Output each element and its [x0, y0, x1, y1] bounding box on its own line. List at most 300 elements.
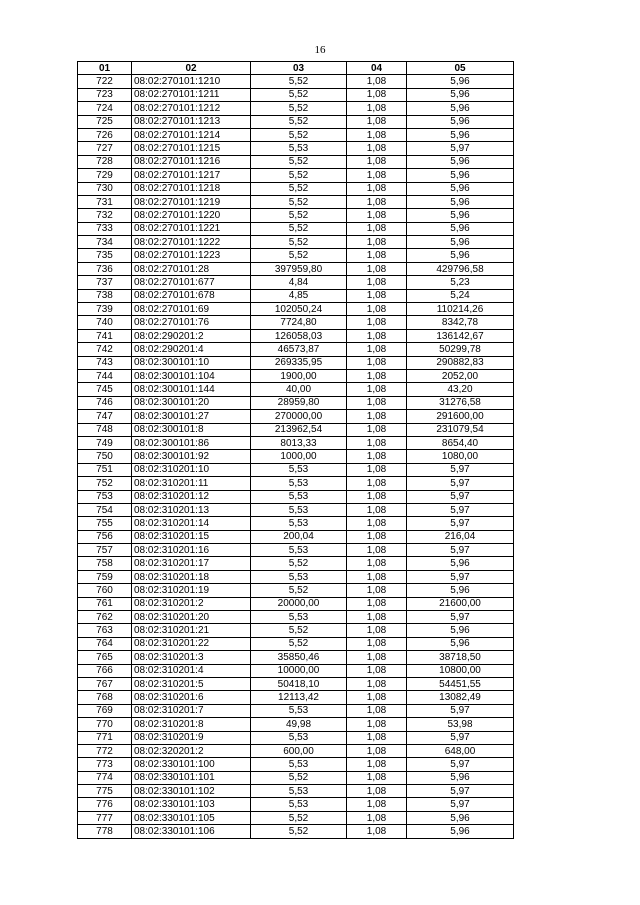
cadastral-number-cell: 08:02:310201:18	[132, 570, 251, 583]
cadastral-number-cell: 08:02:270101:1214	[132, 128, 251, 141]
coefficient-cell: 1,08	[347, 303, 407, 316]
coefficient-cell: 1,08	[347, 490, 407, 503]
result-cell: 21600,00	[407, 597, 514, 610]
cadastral-number-cell: 08:02:300101:27	[132, 410, 251, 423]
table-row	[78, 343, 514, 356]
row-number-cell: 757	[78, 544, 132, 557]
value-cell: 40,00	[251, 383, 347, 396]
cadastral-number-cell: 08:02:330101:105	[132, 811, 251, 824]
result-cell: 5,96	[407, 771, 514, 784]
coefficient-cell: 1,08	[347, 664, 407, 677]
value-cell: 1000,00	[251, 450, 347, 463]
column-header-02: 02	[132, 62, 251, 75]
table-row	[78, 611, 514, 624]
cadastral-number-cell: 08:02:330101:101	[132, 771, 251, 784]
coefficient-cell: 1,08	[347, 744, 407, 757]
coefficient-cell: 1,08	[347, 169, 407, 182]
value-cell: 5,52	[251, 584, 347, 597]
row-number-cell: 732	[78, 209, 132, 222]
result-cell: 5,96	[407, 236, 514, 249]
table-row	[78, 195, 514, 208]
table-row	[78, 758, 514, 771]
row-number-cell: 755	[78, 517, 132, 530]
row-number-cell: 723	[78, 88, 132, 101]
coefficient-cell: 1,08	[347, 463, 407, 476]
table-row	[78, 718, 514, 731]
row-number-cell: 725	[78, 115, 132, 128]
coefficient-cell: 1,08	[347, 544, 407, 557]
cadastral-number-cell: 08:02:310201:14	[132, 517, 251, 530]
coefficient-cell: 1,08	[347, 677, 407, 690]
table-row	[78, 651, 514, 664]
value-cell: 12113,42	[251, 691, 347, 704]
result-cell: 429796,58	[407, 262, 514, 275]
table-row	[78, 477, 514, 490]
table-row	[78, 785, 514, 798]
row-number-cell: 765	[78, 651, 132, 664]
result-cell: 5,96	[407, 249, 514, 262]
result-cell: 1080,00	[407, 450, 514, 463]
result-cell: 5,96	[407, 88, 514, 101]
result-cell: 5,97	[407, 142, 514, 155]
row-number-cell: 761	[78, 597, 132, 610]
cadastral-number-cell: 08:02:270101:1221	[132, 222, 251, 235]
coefficient-cell: 1,08	[347, 236, 407, 249]
row-number-cell: 770	[78, 718, 132, 731]
result-cell: 5,97	[407, 570, 514, 583]
coefficient-cell: 1,08	[347, 503, 407, 516]
row-number-cell: 740	[78, 316, 132, 329]
coefficient-cell: 1,08	[347, 436, 407, 449]
cadastral-number-cell: 08:02:310201:21	[132, 624, 251, 637]
value-cell: 5,53	[251, 731, 347, 744]
row-number-cell: 746	[78, 396, 132, 409]
result-cell: 136142,67	[407, 329, 514, 342]
value-cell: 20000,00	[251, 597, 347, 610]
table-row	[78, 262, 514, 275]
coefficient-cell: 1,08	[347, 731, 407, 744]
table-row	[78, 570, 514, 583]
result-cell: 5,97	[407, 798, 514, 811]
table-row	[78, 624, 514, 637]
table-row	[78, 249, 514, 262]
table-row	[78, 289, 514, 302]
coefficient-cell: 1,08	[347, 343, 407, 356]
table-body	[78, 75, 514, 838]
value-cell: 5,53	[251, 142, 347, 155]
value-cell: 5,52	[251, 811, 347, 824]
result-cell: 5,96	[407, 811, 514, 824]
result-cell: 5,96	[407, 195, 514, 208]
cadastral-number-cell: 08:02:310201:15	[132, 530, 251, 543]
coefficient-cell: 1,08	[347, 758, 407, 771]
row-number-cell: 767	[78, 677, 132, 690]
table-row	[78, 584, 514, 597]
result-cell: 38718,50	[407, 651, 514, 664]
table-row	[78, 436, 514, 449]
cadastral-number-cell: 08:02:300101:20	[132, 396, 251, 409]
value-cell: 5,52	[251, 236, 347, 249]
row-number-cell: 748	[78, 423, 132, 436]
coefficient-cell: 1,08	[347, 316, 407, 329]
row-number-cell: 743	[78, 356, 132, 369]
result-cell: 5,96	[407, 209, 514, 222]
row-number-cell: 750	[78, 450, 132, 463]
value-cell: 5,52	[251, 115, 347, 128]
cadastral-number-cell: 08:02:300101:144	[132, 383, 251, 396]
value-cell: 200,04	[251, 530, 347, 543]
row-number-cell: 728	[78, 155, 132, 168]
coefficient-cell: 1,08	[347, 517, 407, 530]
coefficient-cell: 1,08	[347, 262, 407, 275]
table-row	[78, 423, 514, 436]
row-number-cell: 759	[78, 570, 132, 583]
cadastral-number-cell: 08:02:310201:2	[132, 597, 251, 610]
result-cell: 5,97	[407, 704, 514, 717]
result-cell: 5,97	[407, 477, 514, 490]
result-cell: 8654,40	[407, 436, 514, 449]
row-number-cell: 772	[78, 744, 132, 757]
row-number-cell: 742	[78, 343, 132, 356]
row-number-cell: 726	[78, 128, 132, 141]
row-number-cell: 724	[78, 102, 132, 115]
table-row	[78, 276, 514, 289]
row-number-cell: 771	[78, 731, 132, 744]
coefficient-cell: 1,08	[347, 182, 407, 195]
result-cell: 5,96	[407, 825, 514, 838]
data-table	[77, 61, 514, 839]
row-number-cell: 774	[78, 771, 132, 784]
value-cell: 270000,00	[251, 410, 347, 423]
coefficient-cell: 1,08	[347, 584, 407, 597]
row-number-cell: 734	[78, 236, 132, 249]
cadastral-number-cell: 08:02:300101:104	[132, 369, 251, 382]
value-cell: 4,85	[251, 289, 347, 302]
cadastral-number-cell: 08:02:310201:16	[132, 544, 251, 557]
coefficient-cell: 1,08	[347, 222, 407, 235]
table-row	[78, 155, 514, 168]
row-number-cell: 730	[78, 182, 132, 195]
value-cell: 46573,87	[251, 343, 347, 356]
value-cell: 8013,33	[251, 436, 347, 449]
result-cell: 54451,55	[407, 677, 514, 690]
row-number-cell: 775	[78, 785, 132, 798]
page-number: 16	[314, 44, 326, 56]
value-cell: 5,53	[251, 477, 347, 490]
column-header-04: 04	[347, 62, 407, 75]
cadastral-number-cell: 08:02:270101:1210	[132, 75, 251, 88]
cadastral-number-cell: 08:02:270101:1217	[132, 169, 251, 182]
row-number-cell: 731	[78, 195, 132, 208]
row-number-cell: 754	[78, 503, 132, 516]
cadastral-number-cell: 08:02:300101:8	[132, 423, 251, 436]
table-row	[78, 182, 514, 195]
value-cell: 5,53	[251, 704, 347, 717]
row-number-cell: 752	[78, 477, 132, 490]
table-row	[78, 209, 514, 222]
cadastral-number-cell: 08:02:310201:19	[132, 584, 251, 597]
cadastral-number-cell: 08:02:310201:3	[132, 651, 251, 664]
cadastral-number-cell: 08:02:270101:1220	[132, 209, 251, 222]
coefficient-cell: 1,08	[347, 249, 407, 262]
result-cell: 5,96	[407, 222, 514, 235]
coefficient-cell: 1,08	[347, 798, 407, 811]
row-number-cell: 773	[78, 758, 132, 771]
coefficient-cell: 1,08	[347, 570, 407, 583]
value-cell: 5,52	[251, 624, 347, 637]
value-cell: 213962,54	[251, 423, 347, 436]
coefficient-cell: 1,08	[347, 396, 407, 409]
table-row	[78, 771, 514, 784]
row-number-cell: 758	[78, 557, 132, 570]
cadastral-number-cell: 08:02:270101:69	[132, 303, 251, 316]
coefficient-cell: 1,08	[347, 530, 407, 543]
row-number-cell: 747	[78, 410, 132, 423]
coefficient-cell: 1,08	[347, 276, 407, 289]
cadastral-number-cell: 08:02:270101:1212	[132, 102, 251, 115]
row-number-cell: 739	[78, 303, 132, 316]
cadastral-number-cell: 08:02:310201:10	[132, 463, 251, 476]
result-cell: 5,96	[407, 584, 514, 597]
cadastral-number-cell: 08:02:270101:1213	[132, 115, 251, 128]
result-cell: 5,97	[407, 611, 514, 624]
result-cell: 5,96	[407, 624, 514, 637]
value-cell: 5,53	[251, 758, 347, 771]
table-row	[78, 744, 514, 757]
row-number-cell: 760	[78, 584, 132, 597]
row-number-cell: 751	[78, 463, 132, 476]
table-row	[78, 115, 514, 128]
table-row	[78, 142, 514, 155]
result-cell: 5,96	[407, 102, 514, 115]
coefficient-cell: 1,08	[347, 651, 407, 664]
coefficient-cell: 1,08	[347, 195, 407, 208]
result-cell: 43,20	[407, 383, 514, 396]
coefficient-cell: 1,08	[347, 771, 407, 784]
cadastral-number-cell: 08:02:320201:2	[132, 744, 251, 757]
coefficient-cell: 1,08	[347, 356, 407, 369]
coefficient-cell: 1,08	[347, 637, 407, 650]
result-cell: 5,96	[407, 128, 514, 141]
value-cell: 5,53	[251, 490, 347, 503]
coefficient-cell: 1,08	[347, 611, 407, 624]
coefficient-cell: 1,08	[347, 383, 407, 396]
value-cell: 5,53	[251, 570, 347, 583]
table-row	[78, 369, 514, 382]
cadastral-number-cell: 08:02:310201:4	[132, 664, 251, 677]
value-cell: 5,53	[251, 463, 347, 476]
cadastral-number-cell: 08:02:310201:8	[132, 718, 251, 731]
cadastral-number-cell: 08:02:310201:12	[132, 490, 251, 503]
table-row	[78, 597, 514, 610]
cadastral-number-cell: 08:02:270101:76	[132, 316, 251, 329]
coefficient-cell: 1,08	[347, 597, 407, 610]
value-cell: 35850,46	[251, 651, 347, 664]
row-number-cell: 729	[78, 169, 132, 182]
cadastral-number-cell: 08:02:300101:10	[132, 356, 251, 369]
result-cell: 5,96	[407, 182, 514, 195]
table-row	[78, 503, 514, 516]
cadastral-number-cell: 08:02:310201:20	[132, 611, 251, 624]
coefficient-cell: 1,08	[347, 209, 407, 222]
cadastral-number-cell: 08:02:270101:1222	[132, 236, 251, 249]
table-row	[78, 490, 514, 503]
row-number-cell: 763	[78, 624, 132, 637]
value-cell: 5,52	[251, 249, 347, 262]
table-row	[78, 798, 514, 811]
value-cell: 5,53	[251, 785, 347, 798]
result-cell: 31276,58	[407, 396, 514, 409]
cadastral-number-cell: 08:02:330101:103	[132, 798, 251, 811]
row-number-cell: 777	[78, 811, 132, 824]
row-number-cell: 736	[78, 262, 132, 275]
row-number-cell: 745	[78, 383, 132, 396]
coefficient-cell: 1,08	[347, 811, 407, 824]
row-number-cell: 764	[78, 637, 132, 650]
cadastral-number-cell: 08:02:330101:100	[132, 758, 251, 771]
value-cell: 5,52	[251, 825, 347, 838]
value-cell: 5,52	[251, 195, 347, 208]
value-cell: 269335,95	[251, 356, 347, 369]
table-row	[78, 557, 514, 570]
result-cell: 5,97	[407, 758, 514, 771]
coefficient-cell: 1,08	[347, 477, 407, 490]
result-cell: 5,97	[407, 785, 514, 798]
coefficient-cell: 1,08	[347, 155, 407, 168]
table-row	[78, 383, 514, 396]
value-cell: 5,53	[251, 798, 347, 811]
value-cell: 5,52	[251, 155, 347, 168]
column-header-01: 01	[78, 62, 132, 75]
column-header-05: 05	[407, 62, 514, 75]
table-row	[78, 825, 514, 838]
cadastral-number-cell: 08:02:310201:7	[132, 704, 251, 717]
result-cell: 5,96	[407, 169, 514, 182]
result-cell: 216,04	[407, 530, 514, 543]
value-cell: 126058,03	[251, 329, 347, 342]
cadastral-number-cell: 08:02:290201:2	[132, 329, 251, 342]
table-row	[78, 530, 514, 543]
value-cell: 5,52	[251, 182, 347, 195]
coefficient-cell: 1,08	[347, 691, 407, 704]
cadastral-number-cell: 08:02:330101:102	[132, 785, 251, 798]
cadastral-number-cell: 08:02:270101:1215	[132, 142, 251, 155]
coefficient-cell: 1,08	[347, 704, 407, 717]
table-row	[78, 704, 514, 717]
coefficient-cell: 1,08	[347, 142, 407, 155]
table-row	[78, 677, 514, 690]
coefficient-cell: 1,08	[347, 329, 407, 342]
value-cell: 5,52	[251, 557, 347, 570]
coefficient-cell: 1,08	[347, 115, 407, 128]
row-number-cell: 756	[78, 530, 132, 543]
cadastral-number-cell: 08:02:270101:678	[132, 289, 251, 302]
coefficient-cell: 1,08	[347, 75, 407, 88]
value-cell: 5,52	[251, 771, 347, 784]
result-cell: 50299,78	[407, 343, 514, 356]
table-row	[78, 544, 514, 557]
coefficient-cell: 1,08	[347, 289, 407, 302]
result-cell: 5,97	[407, 544, 514, 557]
table-row	[78, 450, 514, 463]
table-row	[78, 128, 514, 141]
result-cell: 2052,00	[407, 369, 514, 382]
table-row	[78, 463, 514, 476]
table-header	[78, 62, 514, 75]
row-number-cell: 768	[78, 691, 132, 704]
coefficient-cell: 1,08	[347, 825, 407, 838]
cadastral-number-cell: 08:02:330101:106	[132, 825, 251, 838]
row-number-cell: 753	[78, 490, 132, 503]
value-cell: 1900,00	[251, 369, 347, 382]
value-cell: 5,52	[251, 128, 347, 141]
table-row	[78, 303, 514, 316]
table-row	[78, 222, 514, 235]
table-row	[78, 169, 514, 182]
cadastral-number-cell: 08:02:310201:17	[132, 557, 251, 570]
result-cell: 5,96	[407, 75, 514, 88]
value-cell: 397959,80	[251, 262, 347, 275]
coefficient-cell: 1,08	[347, 624, 407, 637]
table-row	[78, 236, 514, 249]
value-cell: 5,52	[251, 75, 347, 88]
coefficient-cell: 1,08	[347, 102, 407, 115]
table-row	[78, 88, 514, 101]
cadastral-number-cell: 08:02:270101:1216	[132, 155, 251, 168]
table-row	[78, 356, 514, 369]
value-cell: 7724,80	[251, 316, 347, 329]
row-number-cell: 766	[78, 664, 132, 677]
coefficient-cell: 1,08	[347, 410, 407, 423]
cadastral-number-cell: 08:02:270101:677	[132, 276, 251, 289]
result-cell: 5,96	[407, 155, 514, 168]
value-cell: 28959,80	[251, 396, 347, 409]
coefficient-cell: 1,08	[347, 785, 407, 798]
table-row	[78, 410, 514, 423]
column-header-03: 03	[251, 62, 347, 75]
coefficient-cell: 1,08	[347, 369, 407, 382]
row-number-cell: 737	[78, 276, 132, 289]
cadastral-number-cell: 08:02:270101:28	[132, 262, 251, 275]
row-number-cell: 727	[78, 142, 132, 155]
result-cell: 5,23	[407, 276, 514, 289]
value-cell: 50418,10	[251, 677, 347, 690]
table-row	[78, 316, 514, 329]
value-cell: 4,84	[251, 276, 347, 289]
result-cell: 290882,83	[407, 356, 514, 369]
row-number-cell: 762	[78, 611, 132, 624]
cadastral-number-cell: 08:02:310201:9	[132, 731, 251, 744]
value-cell: 5,53	[251, 544, 347, 557]
table-row	[78, 637, 514, 650]
cadastral-number-cell: 08:02:270101:1211	[132, 88, 251, 101]
table-row	[78, 731, 514, 744]
result-cell: 110214,26	[407, 303, 514, 316]
result-cell: 291600,00	[407, 410, 514, 423]
value-cell: 5,53	[251, 503, 347, 516]
result-cell: 5,96	[407, 115, 514, 128]
row-number-cell: 738	[78, 289, 132, 302]
result-cell: 5,96	[407, 557, 514, 570]
header-row	[78, 62, 514, 75]
cadastral-number-cell: 08:02:270101:1218	[132, 182, 251, 195]
table-row	[78, 664, 514, 677]
row-number-cell: 722	[78, 75, 132, 88]
value-cell: 49,98	[251, 718, 347, 731]
row-number-cell: 776	[78, 798, 132, 811]
cadastral-number-cell: 08:02:300101:92	[132, 450, 251, 463]
cadastral-number-cell: 08:02:290201:4	[132, 343, 251, 356]
